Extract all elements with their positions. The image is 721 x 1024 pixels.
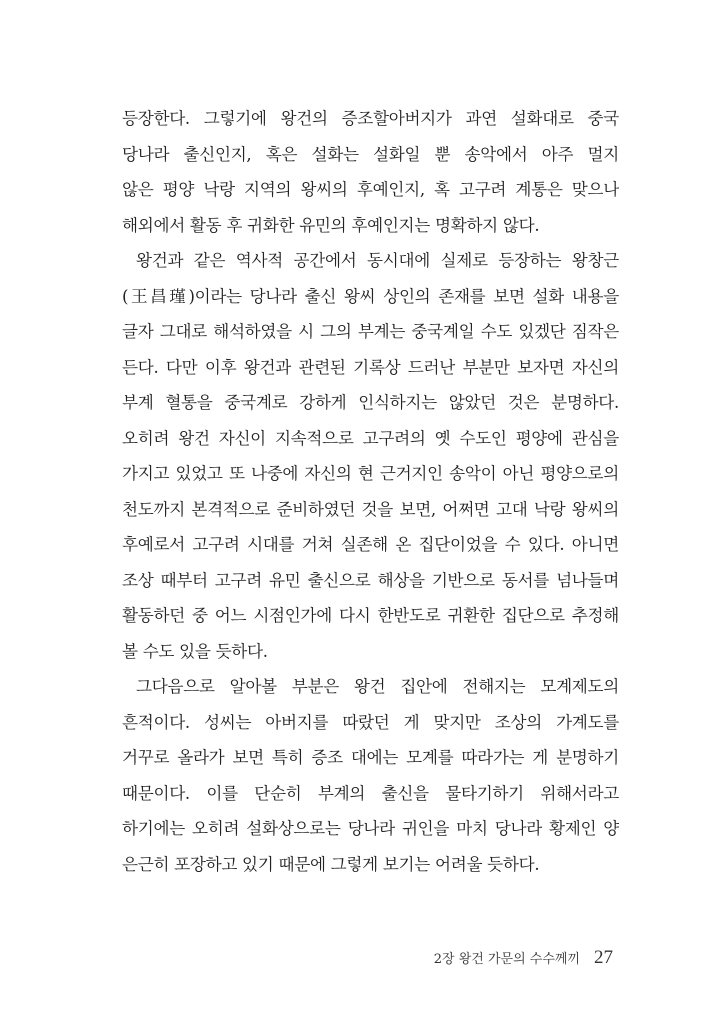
text-line: 당나라 출신인지, 혹은 설화는 설화일 뿐 송악에서 아주 멀지 xyxy=(122,144,619,164)
text-line: 않은 평양 낙랑 지역의 왕씨의 후예인지, 혹 고구려 계통은 맞으나 xyxy=(122,180,619,199)
text-line: 든다. 다만 이후 왕건과 관련된 기록상 드러난 부분만 보자면 자신의 xyxy=(122,357,619,377)
text-line: 흔적이다. 성씨는 아버지를 따랐던 게 맞지만 조상의 가계도를 xyxy=(122,712,619,732)
text-line: 등장한다. 그렇기에 왕건의 증조할아버지가 과연 설화대로 중국 xyxy=(122,109,619,128)
page-footer xyxy=(434,947,613,969)
running-head: 2장 왕건 가문의 수수께끼 xyxy=(433,952,580,967)
text-line: (王昌瑾)이라는 당나라 출신 왕씨 상인의 존재를 보면 설화 내용을 xyxy=(122,286,619,306)
text-line: 해외에서 활동 후 귀화한 유민의 후예인지는 명확하지 않다. xyxy=(122,215,540,235)
text-line: 그다음으로 알아볼 부분은 왕건 집안에 전해지는 모계제도의 xyxy=(136,677,619,696)
text-line: 후예로서 고구려 시대를 거쳐 실존해 온 집단이었을 수 있다. 아니면 xyxy=(122,535,619,554)
text-line: 천도까지 본격적으로 준비하였던 것을 보면, 어쩌면 고대 낙랑 왕씨의 xyxy=(122,499,619,519)
text-line: 조상 때부터 고구려 유민 출신으로 해상을 기반으로 동서를 넘나들며 xyxy=(122,570,619,590)
text-line: 때문이다. 이를 단순히 부계의 출신을 물타기하기 위해서라고 xyxy=(122,783,619,803)
text-line: 글자 그대로 해석하였을 시 그의 부계는 중국계일 수도 있겠단 짐작은 xyxy=(122,322,619,341)
text-line: 활동하던 중 어느 시점인가에 다시 한반도로 귀환한 집단으로 추정해 xyxy=(122,606,619,625)
text-line: 가지고 있었고 또 나중에 자신의 현 근거지인 송악이 아닌 평양으로의 xyxy=(122,464,619,483)
body-text xyxy=(122,101,619,882)
text-line: 부계 혈통을 중국계로 강하게 인식하지는 않았던 것은 분명하다. xyxy=(122,393,619,412)
text-line: 하기에는 오히려 설화상으로는 당나라 귀인을 마치 당나라 황제인 양 xyxy=(122,819,619,838)
text-line: 왕건과 같은 역사적 공간에서 동시대에 실제로 등장하는 왕창근 xyxy=(136,251,619,270)
text-line: 볼 수도 있을 듯하다. xyxy=(122,641,268,661)
text-line: 오히려 왕건 자신이 지속적으로 고구려의 옛 수도인 평양에 관심을 xyxy=(122,428,619,448)
text-line: 은근히 포장하고 있기 때문에 그렇게 보기는 어려울 듯하다. xyxy=(122,854,540,874)
page-number: 27 xyxy=(594,947,613,968)
text-line: 거꾸로 올라가 보면 특히 증조 대에는 모계를 따라가는 게 분명하기 xyxy=(122,748,619,767)
